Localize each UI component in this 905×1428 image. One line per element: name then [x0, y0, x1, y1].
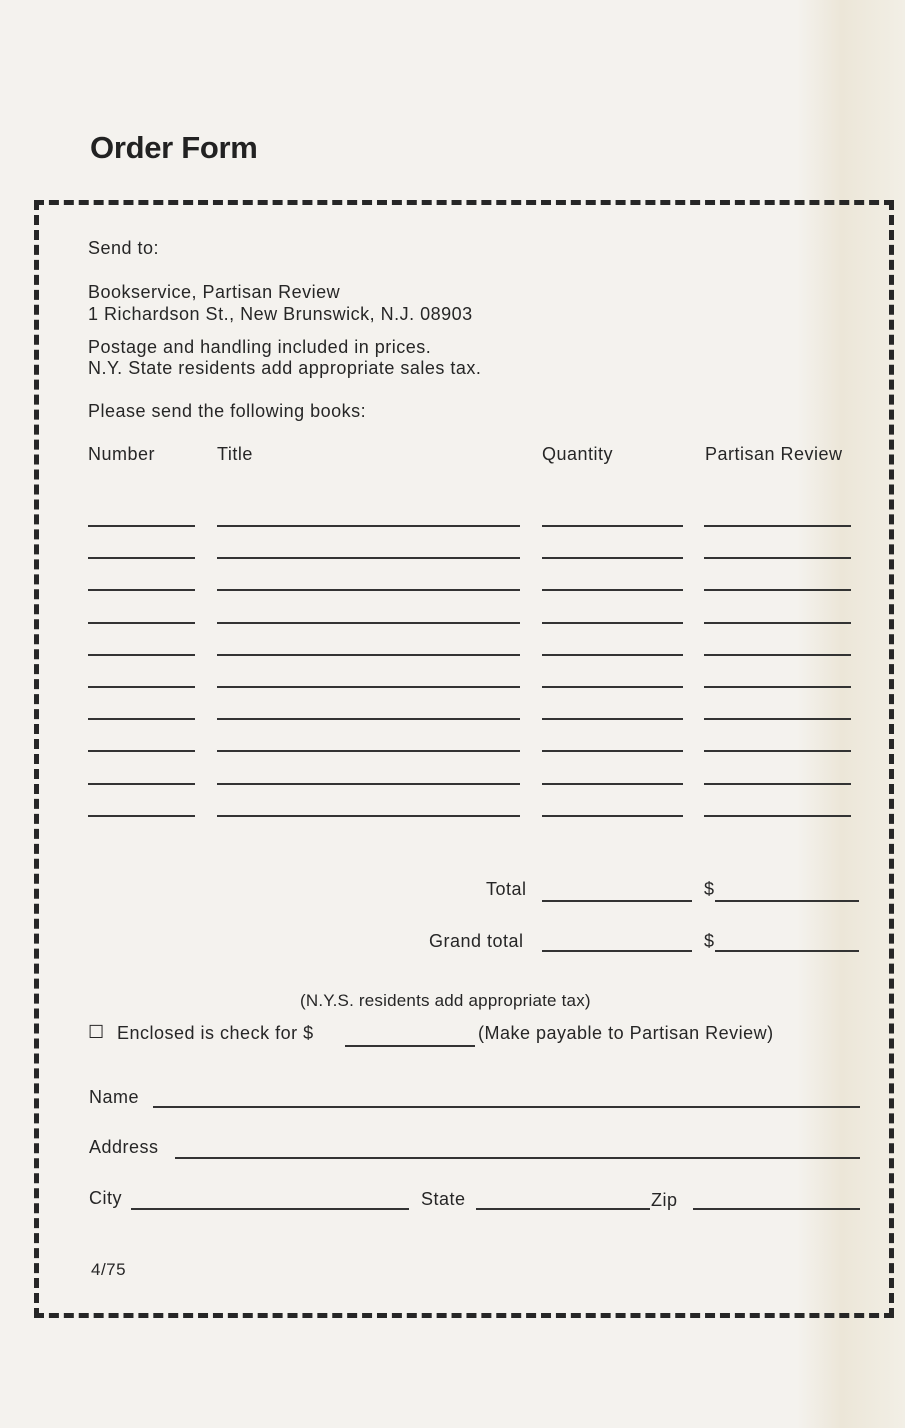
tax-note: N.Y. State residents add appropriate sales tax. [88, 358, 482, 378]
order-line-title-field[interactable] [217, 557, 520, 559]
order-line-number-field[interactable] [88, 815, 195, 817]
order-line-title-field[interactable] [217, 815, 520, 817]
name-field[interactable] [153, 1106, 860, 1108]
order-line-quantity-field[interactable] [542, 686, 683, 688]
address-line-2: 1 Richardson St., New Brunswick, N.J. 08903 [88, 304, 473, 324]
city-label: City [89, 1188, 122, 1208]
state-label: State [421, 1189, 466, 1209]
column-header-quantity: Quantity [542, 444, 614, 464]
grand-total-dollar-sign: $ [704, 931, 715, 951]
order-line-price-field[interactable] [704, 654, 851, 656]
order-line-title-field[interactable] [217, 783, 520, 785]
zip-label: Zip [651, 1190, 678, 1210]
order-line-quantity-field[interactable] [542, 589, 683, 591]
order-line-title-field[interactable] [217, 589, 520, 591]
order-line-number-field[interactable] [88, 525, 195, 527]
order-line-title-field[interactable] [217, 525, 520, 527]
total-dollar-sign: $ [704, 879, 715, 899]
order-line-quantity-field[interactable] [542, 783, 683, 785]
order-line-number-field[interactable] [88, 654, 195, 656]
order-line-quantity-field[interactable] [542, 525, 683, 527]
order-line-price-field[interactable] [704, 750, 851, 752]
payable-note: (Make payable to Partisan Review) [478, 1023, 774, 1043]
column-header-number: Number [88, 444, 156, 464]
order-line-price-field[interactable] [704, 622, 851, 624]
grand-total-quantity-field[interactable] [542, 950, 692, 952]
order-line-title-field[interactable] [217, 622, 520, 624]
order-line-title-field[interactable] [217, 654, 520, 656]
address-line-1: Bookservice, Partisan Review [88, 282, 341, 302]
order-line-price-field[interactable] [704, 718, 851, 720]
order-line-title-field[interactable] [217, 750, 520, 752]
grand-total-label: Grand total [429, 931, 524, 951]
check-enclosed-checkbox[interactable]: ☐ [88, 1022, 105, 1042]
grand-total-amount-field[interactable] [715, 950, 859, 952]
total-quantity-field[interactable] [542, 900, 692, 902]
order-line-number-field[interactable] [88, 622, 195, 624]
order-line-quantity-field[interactable] [542, 622, 683, 624]
order-line-quantity-field[interactable] [542, 654, 683, 656]
column-header-price: Partisan Review [705, 444, 843, 464]
order-line-quantity-field[interactable] [542, 718, 683, 720]
order-line-number-field[interactable] [88, 718, 195, 720]
order-line-quantity-field[interactable] [542, 750, 683, 752]
check-enclosed-label: Enclosed is check for $ [117, 1023, 314, 1043]
order-line-number-field[interactable] [88, 783, 195, 785]
column-header-title: Title [217, 444, 253, 464]
order-line-price-field[interactable] [704, 589, 851, 591]
nys-tax-note: (N.Y.S. residents add appropriate tax) [300, 991, 591, 1010]
send-to-label: Send to: [88, 238, 160, 258]
state-field[interactable] [476, 1208, 650, 1210]
request-text: Please send the following books: [88, 401, 367, 421]
order-line-price-field[interactable] [704, 525, 851, 527]
order-line-title-field[interactable] [217, 686, 520, 688]
form-code: 4/75 [91, 1260, 127, 1279]
order-line-number-field[interactable] [88, 557, 195, 559]
order-line-quantity-field[interactable] [542, 815, 683, 817]
total-amount-field[interactable] [715, 900, 859, 902]
order-line-number-field[interactable] [88, 589, 195, 591]
address-field[interactable] [175, 1157, 860, 1159]
order-line-number-field[interactable] [88, 686, 195, 688]
total-label: Total [486, 879, 527, 899]
order-line-title-field[interactable] [217, 718, 520, 720]
address-label: Address [89, 1137, 159, 1157]
city-field[interactable] [131, 1208, 409, 1210]
order-line-price-field[interactable] [704, 815, 851, 817]
check-amount-field[interactable] [345, 1045, 475, 1047]
order-line-number-field[interactable] [88, 750, 195, 752]
order-line-price-field[interactable] [704, 557, 851, 559]
order-line-price-field[interactable] [704, 686, 851, 688]
zip-field[interactable] [693, 1208, 860, 1210]
postage-note: Postage and handling included in prices. [88, 337, 432, 357]
order-line-price-field[interactable] [704, 783, 851, 785]
name-label: Name [89, 1087, 140, 1107]
page-title: Order Form [90, 130, 258, 165]
order-line-quantity-field[interactable] [542, 557, 683, 559]
